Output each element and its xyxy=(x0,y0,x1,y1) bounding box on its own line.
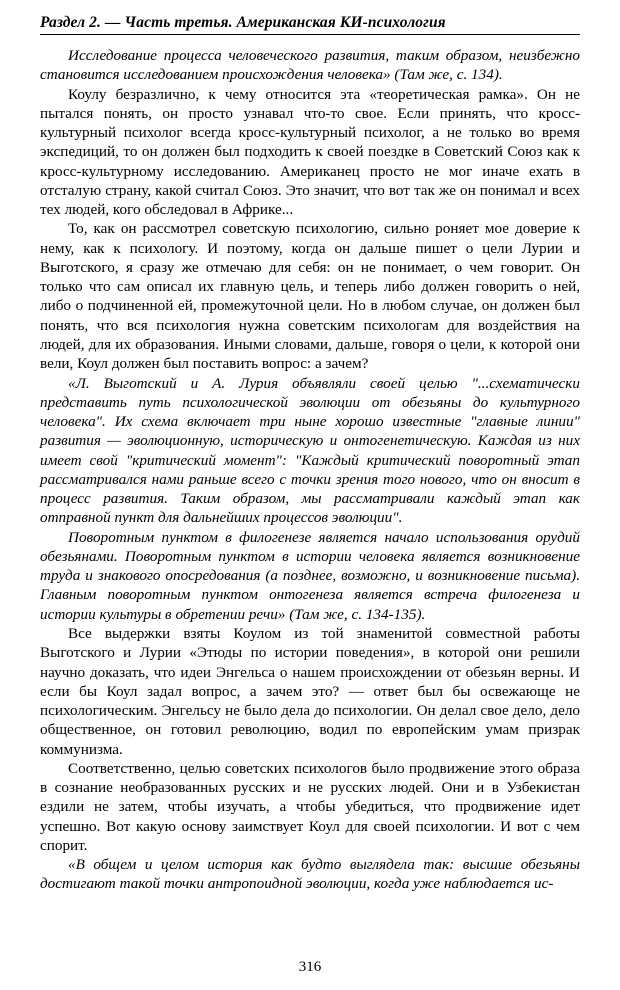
paragraph: То, как он рассмотрел советскую психологию, сильно роняет мое доверие к нему, как к психологу. И поэтому, когда он дальше пишет о цели Лурии и Выготского, я сразу же отмечаю для себя: он не понимает, о чем говорит. Он только что сам описал их главную цель, и теперь либо должен говорить о ней, либо о подчиненной ей, промежуточной цели. Но в любом случае, он должен был понять, что вся психология нужна советским психологам для воздействия на людей, для их образования. Иными словами, дальше, говоря о цели, к которой они вели, Коул должен был поставить вопрос: а зачем? xyxy=(40,220,580,373)
page-number: 316 xyxy=(298,959,322,975)
paragraph: «Л. Выготский и А. Лурия объявляли своей целью "...схематически представить путь психологической эволюции от обезьяны до культурного человека". Их схема включает три ныне хорошо известные "главные линии" развития — эволюционную, историческую и онтогенетическую. Каждая из них имеет свой "критический момент": "Каждый критический поворотный этап рассматривался нами раньше всего с точки зрения того нового, что он вносит в процесс развития. Таким образом, мы рассматривали каждый этап как отправной пункт для дальнейших процессов эволюции". xyxy=(40,374,580,527)
paragraph: Поворотным пунктом в филогенезе является начало использования орудий обезьянами. Поворотным пунктом в истории человека является возникновение труда и знакового опосредования (а позднее, возможно, и возникновение письма). Главным поворотным пунктом онтогенеза является встреча филогенеза и истории культуры в обретении речи» (Там же, с. 134-135). xyxy=(40,528,580,623)
paragraph: «В общем и целом история как будто выглядела так: высшие обезьяны достигают такой точки антропоидной эволюции, когда уже наблюдается ис- xyxy=(40,856,580,893)
paragraph: Все выдержки взяты Коулом из той знаменитой совместной работы Выготского и Лурии «Этюды по истории поведения», в которой они решили научно доказать, что идеи Энгельса о нашем происхождении от обезьян верны. И если бы Коул задал вопрос, а зачем это? — ответ был бы освежающе не психологическим. Энгельсу не было дела до психологии. Он делал свое дело, дело общественное, он готовил революцию, водил по европейским умам призрак коммунизма. xyxy=(40,624,580,758)
paragraph: Исследование процесса человеческого развития, таким образом, неизбежно становится исследованием происхождения человека» (Там же, с. 134). xyxy=(40,47,580,84)
header-divider xyxy=(40,34,580,35)
paragraph: Соответственно, целью советских психологов было продвижение этого образа в сознание необразованных русских и не русских людей. Они и в Узбекистан ездили не затем, чтобы изучать, а чтобы убедиться, что продвижение идет успешно. Вот какую основу заимствует Коул для своей психологии. И вот с чем спорит. xyxy=(40,759,580,854)
paragraph: Коулу безразлично, к чему относится эта «теоретическая рамка». Он не пытался понять, он просто узнавал что-то свое. Если принять, что кросс-культурный психолог всегда кросс-культурный психолог, а не только во время экспедиций, то он должен был подходить к своей поездке в Советский Союз как к кросс-культурному исследованию. Американец просто не мог иначе ехать в отсталую страну, какой считал Союз. Это значит, что вот так же он понимал и всех тех людей, кого обследовал в Африке... xyxy=(40,85,580,219)
page-body xyxy=(40,46,580,894)
page-header: Раздел 2. — Часть третья. Американская КИ-психология xyxy=(40,14,446,31)
